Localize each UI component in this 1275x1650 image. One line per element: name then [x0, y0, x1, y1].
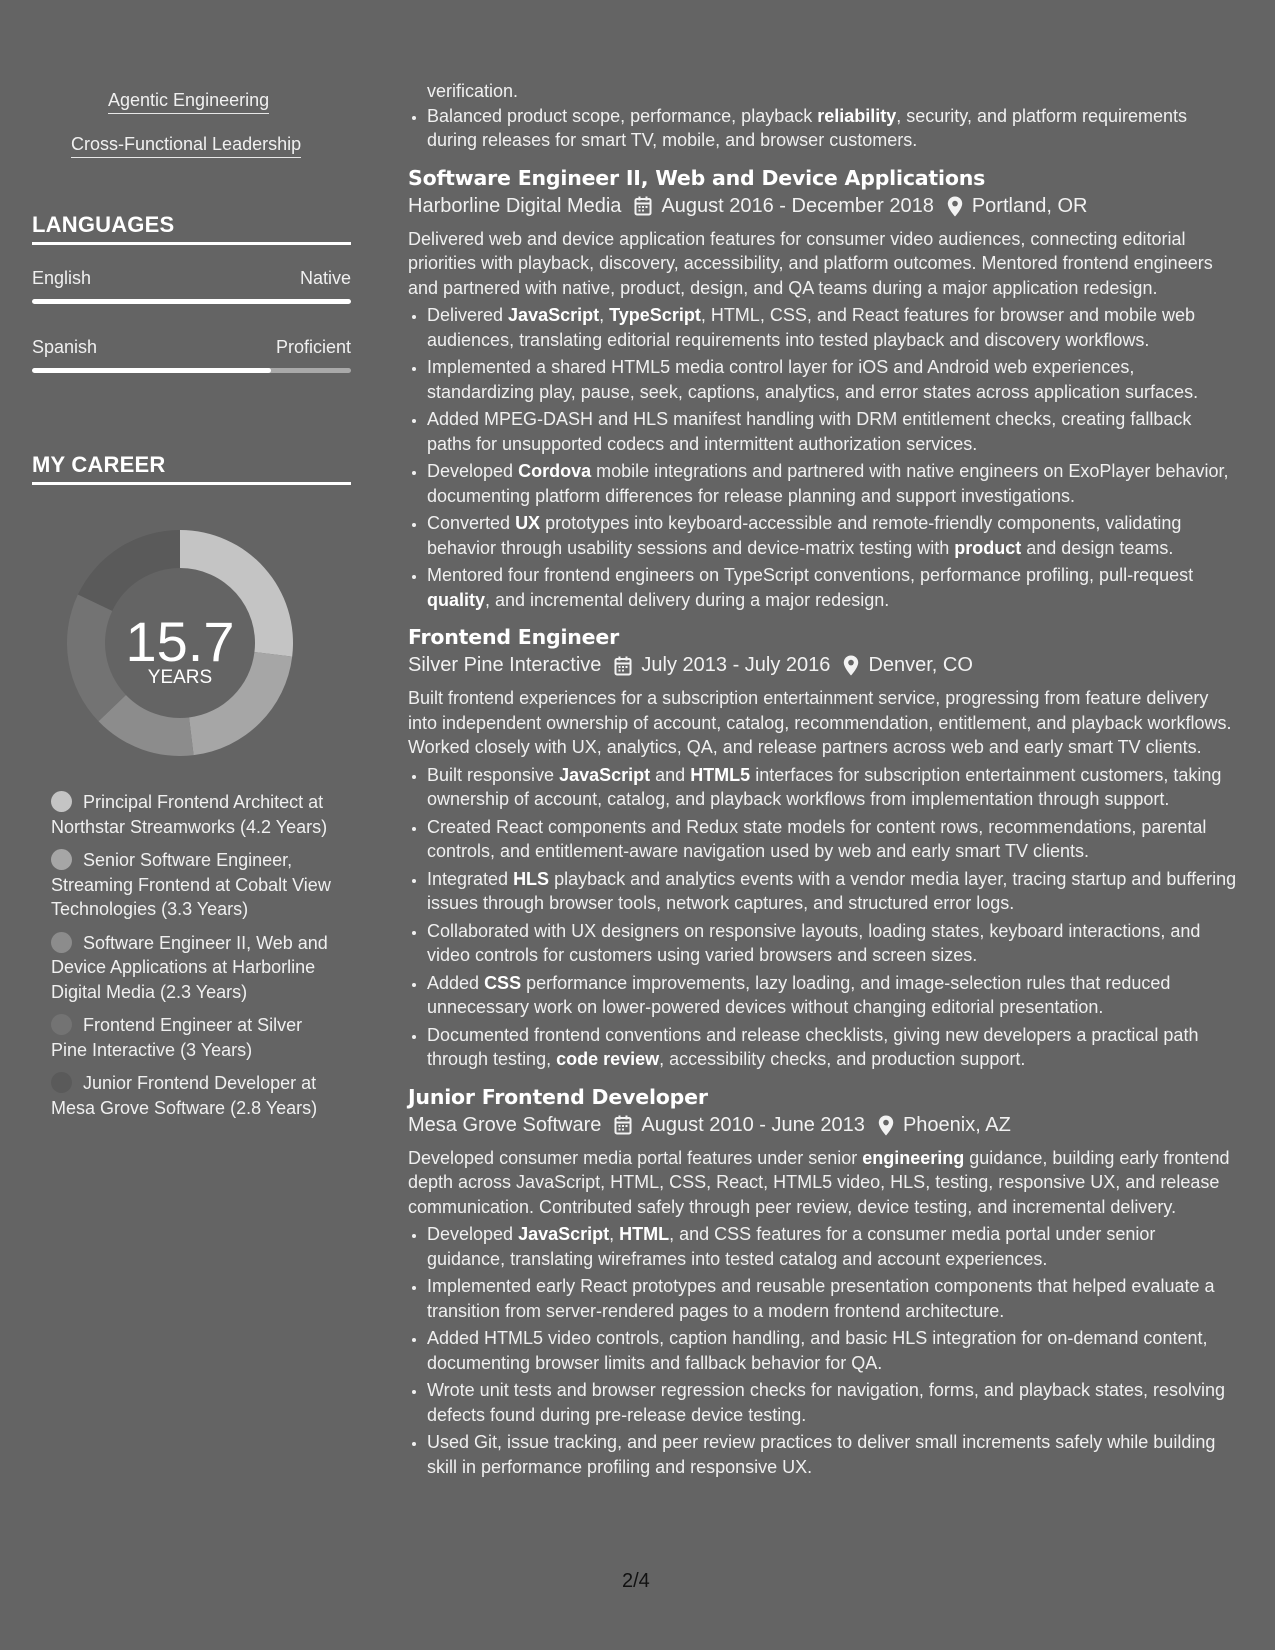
- bullet-item: • Documented frontend conventions and release checklists, giving new developers a practical path through testing, code review, accessibility checks, and production support.: [427, 1023, 1238, 1072]
- job-title: Frontend Engineer: [408, 625, 619, 649]
- job-location: Phoenix, AZ: [902, 1113, 1011, 1136]
- location-pin-icon: [843, 655, 859, 676]
- continued-bullet-list: [408, 104, 1238, 153]
- job-title: Software Engineer II, Web and Device Applications: [408, 165, 986, 190]
- language-proficiency-bar: [32, 368, 351, 373]
- career-legend-label: Senior Software Engineer, Streaming Frontend at Cobalt View Technologies (3.3 Years): [51, 850, 331, 919]
- company-name: Harborline Digital Media: [408, 194, 622, 217]
- bullet-item: • Built responsive JavaScript and HTML5 interfaces for subscription entertainment customers, taking ownership of account, catalog, and playback workflows from implementation through support.: [427, 763, 1238, 812]
- experience-section: [408, 79, 1238, 1482]
- job-location: Portland, OR: [971, 194, 1088, 217]
- company-name: Silver Pine Interactive: [408, 654, 602, 676]
- job-list: [408, 166, 1238, 1480]
- calendar-icon: [614, 656, 632, 676]
- legend-dot-icon: [51, 932, 72, 953]
- total-years-value: 15.7: [125, 610, 235, 673]
- job-meta: [408, 654, 1238, 677]
- legend-dot-icon: [51, 791, 72, 812]
- career-legend-item: [51, 1071, 341, 1120]
- career-legend-item: [51, 848, 341, 922]
- job-entry: [408, 1085, 1238, 1480]
- continued-text: verification.: [427, 81, 519, 101]
- job-entry: [408, 166, 1238, 613]
- bullet-item: • Implemented a shared HTML5 media control layer for iOS and Android web experiences, standardizing play, pause, seek, captions, analytics, and error states across application surfaces.: [427, 355, 1238, 404]
- career-legend-label: Junior Frontend Developer at Mesa Grove Software (2.8 Years): [51, 1073, 318, 1118]
- language-proficiency-fill: [32, 368, 271, 373]
- location-pin-icon: [878, 1115, 894, 1136]
- job-dates: August 2016 - December 2018: [661, 194, 934, 217]
- career-legend-item: [51, 931, 341, 1005]
- job-bullet-list: [408, 303, 1238, 612]
- job-dates: August 2010 - June 2013: [641, 1113, 865, 1136]
- company-name: Mesa Grove Software: [408, 1113, 602, 1136]
- total-years-label: YEARS: [147, 667, 213, 688]
- job-title: Junior Frontend Developer: [408, 1084, 708, 1109]
- language-level: Proficient: [275, 337, 351, 357]
- career-legend-label: Principal Frontend Architect at Northstar Streamworks (4.2 Years): [51, 792, 328, 837]
- language-name: Spanish: [32, 337, 98, 357]
- job-summary: Built frontend experiences for a subscription entertainment service, progressing from feature delivery into independent ownership of account, catalog, recommendation, entitlement, and playback workflows. Worked closely with UX, analytics, QA, and release partners across web and early smart TV clients.: [408, 688, 1232, 757]
- bullet-item: • Implemented early React prototypes and reusable presentation components that helped evaluate a transition from server-rendered pages to a modern frontend architecture.: [427, 1274, 1238, 1323]
- bullet-item: • Added MPEG-DASH and HLS manifest handling with DRM entitlement checks, creating fallback paths for unsupported codecs and intermittent authorization services.: [427, 407, 1238, 456]
- bullet-item: • Delivered JavaScript, TypeScript, HTML, CSS, and React features for browser and mobile web audiences, translating editorial requirements into tested playback and discovery workflows.: [427, 303, 1238, 352]
- page-number: 2/4: [622, 1570, 650, 1592]
- languages-heading: LANGUAGES: [32, 212, 351, 245]
- language-name: English: [32, 268, 92, 288]
- calendar-icon: [614, 1115, 632, 1135]
- bullet-item: • Used Git, issue tracking, and peer review practices to deliver small increments safely while building skill in performance profiling and responsive UX.: [427, 1430, 1238, 1479]
- job-dates: July 2013 - July 2016: [641, 654, 831, 676]
- bullet-item: • Developed Cordova mobile integrations and partnered with native engineers on ExoPlayer behavior, documenting platform differences for release planning and support investigations.: [427, 459, 1238, 508]
- job-bullet-list: [408, 1222, 1238, 1479]
- career-legend: [51, 790, 341, 1129]
- bullet-item: • Integrated HLS playback and analytics events with a vendor media layer, tracing startup and buffering issues through browser tools, network captures, and structured error logs.: [427, 867, 1238, 916]
- legend-dot-icon: [51, 1072, 72, 1093]
- career-donut-chart: [67, 530, 293, 756]
- donut-segment: [78, 530, 180, 611]
- bullet-item: • Developed JavaScript, HTML, and CSS features for a consumer media portal under senior guidance, translating wireframes into tested catalog and account experiences.: [427, 1222, 1238, 1271]
- career-legend-item: [51, 1013, 341, 1062]
- bullet-item: • Added CSS performance improvements, lazy loading, and image-selection rules that reduced unnecessary work on lower-powered devices without changing editorial presentation.: [427, 971, 1238, 1020]
- career-legend-label: Frontend Engineer at Silver Pine Interactive (3 Years): [51, 1015, 303, 1060]
- career-legend-label: Software Engineer II, Web and Device Applications at Harborline Digital Media (2.3 Years): [51, 932, 328, 1002]
- job-summary: Developed consumer media portal features under senior engineering guidance, building early frontend depth across JavaScript, HTML, CSS, React, HTML5 video, HLS, testing, responsive UX, and release communication. Contributed safely through peer review, device testing, and incremental delivery.: [408, 1147, 1230, 1217]
- job-bullet-list: [408, 763, 1238, 1072]
- language-level: Native: [299, 268, 351, 288]
- job-entry: [408, 625, 1238, 1072]
- calendar-icon: [634, 196, 652, 216]
- skill-agentic-engineering[interactable]: Agentic Engineering: [108, 90, 269, 114]
- job-meta: [408, 195, 1238, 218]
- job-summary: Delivered web and device application features for consumer video audiences, connecting editorial priorities with playback, discovery, accessibility, and platform outcomes. Mentored frontend engineers and partnered with native, product, design, and QA teams during a major application redesign.: [408, 228, 1213, 298]
- language-row: [32, 268, 351, 289]
- bullet-item: • Created React components and Redux state models for content rows, recommendations, parental controls, and entitlement-aware navigation used by web and early smart TV clients.: [427, 815, 1238, 864]
- bullet-item: • Mentored four frontend engineers on TypeScript conventions, performance profiling, pull-request quality, and incremental delivery during a major redesign.: [427, 563, 1238, 612]
- bullet-item: • Collaborated with UX designers on responsive layouts, loading states, keyboard interactions, and video controls for customers using varied browsers and screen sizes.: [427, 919, 1238, 968]
- bullet-item: • Balanced product scope, performance, playback reliability, security, and platform requirements during releases for smart TV, mobile, and browser customers.: [427, 104, 1238, 153]
- skill-cross-functional-leadership[interactable]: Cross-Functional Leadership: [71, 134, 301, 158]
- bullet-item: • Wrote unit tests and browser regression checks for navigation, forms, and playback states, resolving defects found during pre-release device testing.: [427, 1378, 1238, 1427]
- career-legend-item: [51, 790, 341, 839]
- bullet-item: • Added HTML5 video controls, caption handling, and basic HLS integration for on-demand content, documenting browser limits and fallback behavior for QA.: [427, 1326, 1238, 1375]
- language-row: [32, 337, 351, 358]
- language-proficiency-fill: [32, 299, 351, 304]
- job-meta: [408, 1114, 1238, 1137]
- legend-dot-icon: [51, 849, 72, 870]
- language-proficiency-bar: [32, 299, 351, 304]
- donut-segment: [67, 595, 126, 722]
- job-location: Denver, CO: [868, 654, 973, 676]
- location-pin-icon: [947, 196, 963, 217]
- legend-dot-icon: [51, 1014, 72, 1035]
- bullet-item: • Converted UX prototypes into keyboard-accessible and remote-friendly components, validating behavior through usability sessions and device-matrix testing with product and design teams.: [427, 511, 1238, 560]
- career-heading: MY CAREER: [32, 452, 351, 485]
